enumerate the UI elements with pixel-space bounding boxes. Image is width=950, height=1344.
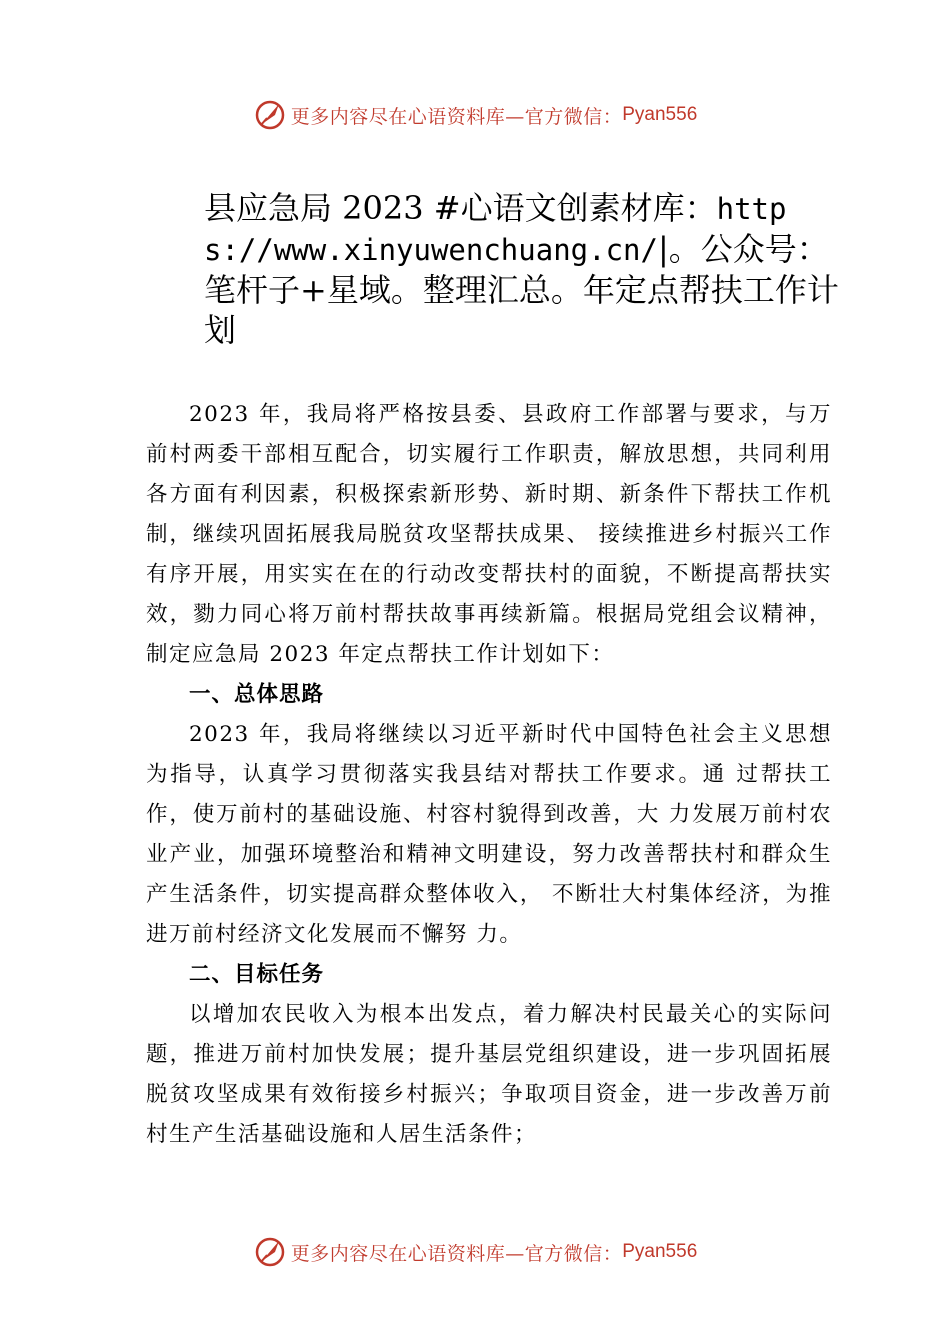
banner-text: 更多内容尽在心语资料库—官方微信： <box>290 1242 623 1265</box>
section2-paragraph: 以增加农民收入为根本出发点，着力解决村民最关心的实际问题，推进万前村加快发展；提升基层党组织建设，进一步巩固拓展脱贫攻坚成果有效衔接乡村振兴；争取项目资金，进一步改善万前村生产生活基础设施和人居生活条件； <box>146 1002 832 1147</box>
title-url: https://www.xinyuwenchuang.cn/ <box>204 192 787 267</box>
quill-logo-icon <box>253 1235 287 1269</box>
banner-text: 更多内容尽在心语资料库—官方微信： <box>290 105 623 128</box>
header-banner <box>0 95 950 135</box>
intro-paragraph: 2023 年，我局将严格按县委、县政府工作部署与要求，与万前村两委干部相互配合，切实履行工作职责，解放思想，共同利用各方面有利因素，积极探索新形势、新时期、新条件下帮扶工作机制，继续巩固拓展我局脱贫攻坚帮扶成果、 接续推进乡村振兴工作有序开展，用实实在在的行动改变帮扶村的面貌，不断提高帮扶实效，勠力同心将万前村帮扶故事再续新篇。根据局党组会议精神，制定应急局 2023 年定点帮扶工作计划如下： <box>146 402 832 667</box>
footer-banner <box>0 1232 950 1272</box>
quill-logo-icon <box>253 98 287 132</box>
banner-wechat-id: Pyan556 <box>622 104 698 125</box>
banner-wechat-id: Pyan556 <box>622 1241 698 1262</box>
section1-paragraph: 2023 年，我局将继续以习近平新时代中国特色社会主义思想为指导，认真学习贯彻落实我县结对帮扶工作要求。通 过帮扶工作，使万前村的基础设施、村容村貌得到改善，大 力发展万前村农业产业，加强环境整治和精神文明建设，努力改善帮扶村和群众生产生活条件，切实提高群众整体收入， 不断壮大村集体经济，为推进万前村经济文化发展而不懈努 力。 <box>146 722 832 947</box>
document-title <box>204 188 844 350</box>
title-prefix: 县应急局 2023 #心语文创素材库： <box>204 189 717 227</box>
document-body <box>146 395 832 1155</box>
title-suffix: |。公众号：笔杆子+星域。整理汇总。年定点帮扶工作计划 <box>204 230 839 349</box>
section-heading-goals: 二、目标任务 <box>189 962 325 987</box>
section-heading-overall-approach: 一、总体思路 <box>189 682 325 707</box>
